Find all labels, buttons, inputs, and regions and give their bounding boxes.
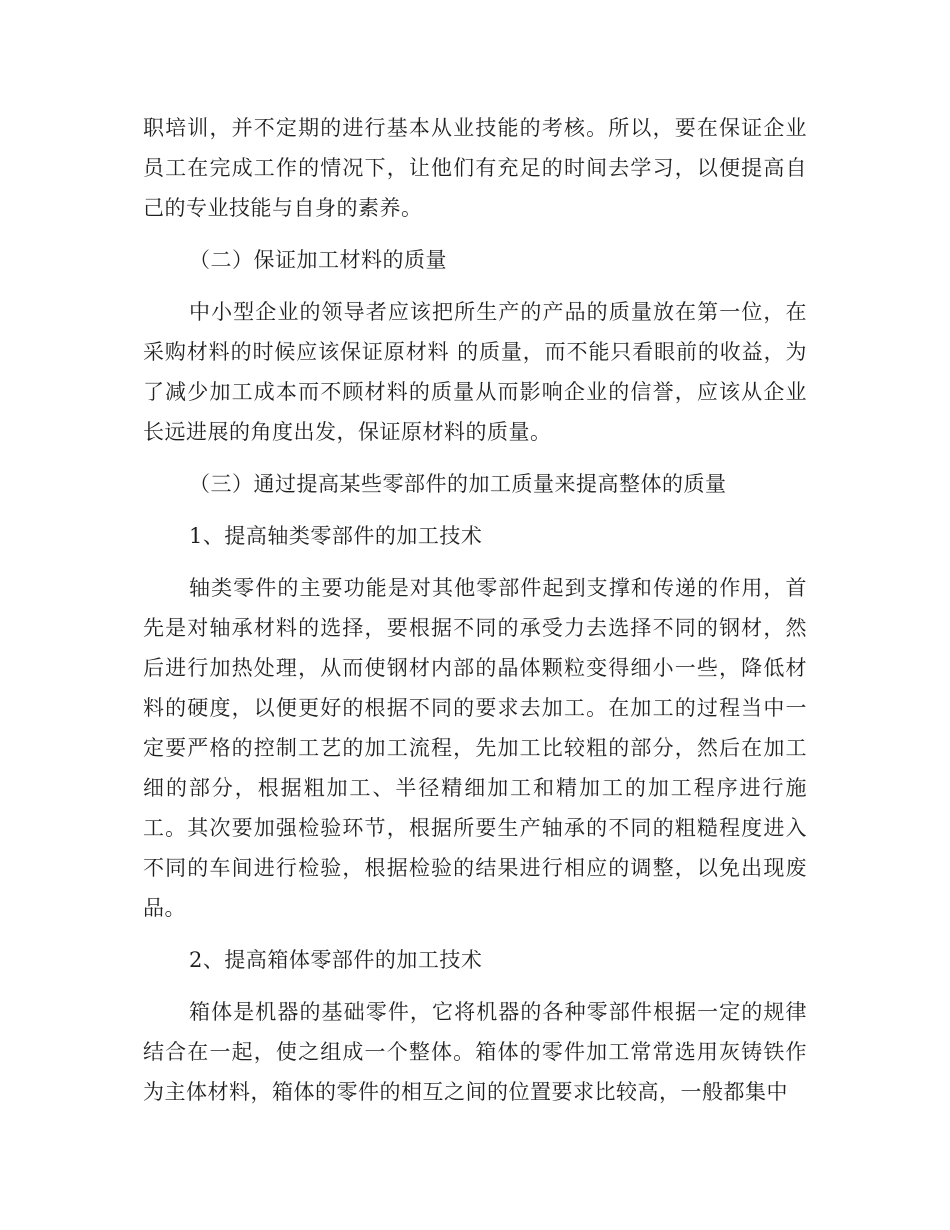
paragraph-box-parts: 箱体是机器的基础零件，它将机器的各种零部件根据一定的规律结合在一起，使之组成一个整体。箱体的零件加工常常选用灰铸铁作为主体材料，箱体的零件的相互之间的位置要求比较高，一般都集中 [143, 1000, 807, 1104]
paragraph-training: 职培训，并不定期的进行基本从业技能的考核。所以，要在保证企业员工在完成工作的情况下，让他们有充足的时间去学习，以便提高自己的专业技能与自身的素养。 [143, 116, 807, 220]
document-body [143, 108, 807, 1124]
heading-material-quality: （二）保证加工材料的质量 [189, 248, 447, 272]
heading-component-quality: （三）通过提高某些零部件的加工质量来提高整体的质量 [189, 472, 727, 496]
heading-shaft-parts: 1、提高轴类零部件的加工技术 [189, 524, 483, 548]
paragraph-material-quality: 中小型企业的领导者应该把所生产的产品的质量放在第一位，在采购材料的时候应该保证原材料 的质量，而不能只看眼前的收益，为了减少加工成本而不顾材料的质量从而影响企业的信誉，应该从企业长远进展的角度出发，保证原材料的质量。 [143, 300, 807, 444]
heading-box-parts: 2、提高箱体零部件的加工技术 [189, 948, 483, 972]
paragraph-shaft-parts: 轴类零件的主要功能是对其他零部件起到支撑和传递的作用，首先是对轴承材料的选择，要根据不同的承受力去选择不同的钢材，然后进行加热处理，从而使钢材内部的晶体颗粒变得细小一些，降低材料的硬度，以便更好的根据不同的要求去加工。在加工的过程当中一定要严格的控制工艺的加工流程，先加工比较粗的部分，然后在加工细的部分，根据粗加工、半径精细加工和精加工的加工程序进行施工。其次要加强检验环节，根据所要生产轴承的不同的粗糙程度进入不同的车间进行检验，根据检验的结果进行相应的调整，以免出现废品。 [143, 576, 807, 920]
